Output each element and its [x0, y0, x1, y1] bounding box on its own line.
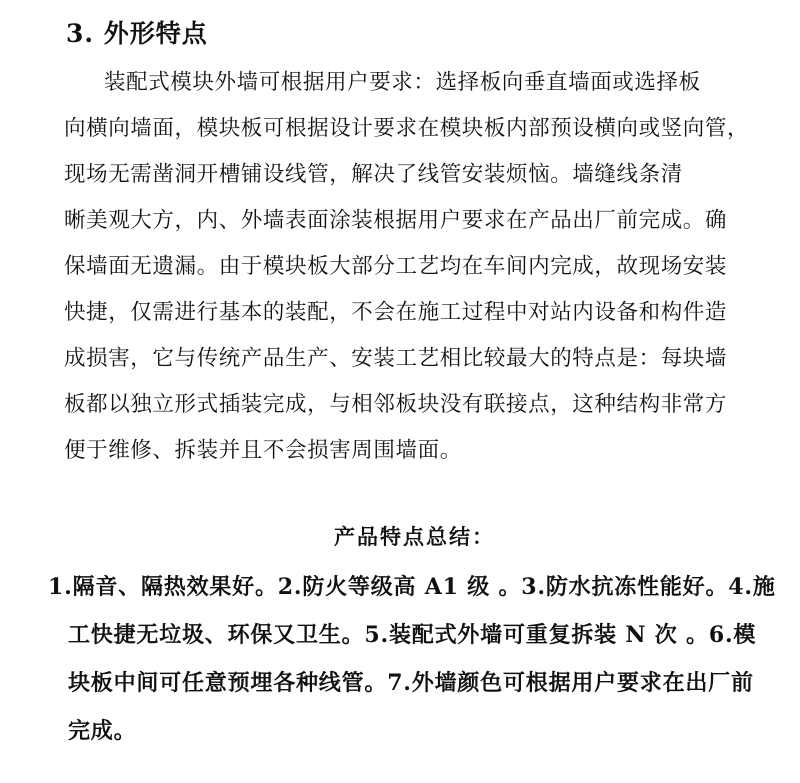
paragraph-line-3: 现场无需凿洞开槽铺设线管，解决了线管安装烦恼。墙缝线条清 — [64, 162, 683, 187]
paragraph-line-9: 便于维修、拆装并且不会损害周围墙面。 — [64, 438, 462, 463]
summary-line-1: 1.隔音、隔热效果好。2.防火等级高 A1 级 。3.防水抗冻性能好。4.施 — [48, 574, 776, 600]
summary-line-3: 块板中间可任意预埋各种线管。7.外墙颜色可根据用户要求在出厂前 — [68, 670, 754, 696]
paragraph-line-1: 装配式模块外墙可根据用户要求：选择板向垂直墙面或选择板 — [104, 70, 701, 95]
paragraph-line-5: 保墙面无遗漏。由于模块板大部分工艺均在车间内完成，故现场安装 — [64, 254, 728, 279]
paragraph-line-6: 快捷，仅需进行基本的装配，不会在施工过程中对站内设备和构件造 — [64, 300, 728, 325]
summary-title: 产品特点总结： — [334, 524, 495, 549]
section-heading: 3. 外形特点 — [66, 19, 208, 48]
paragraph-line-8: 板都以独立形式插装完成，与相邻板块没有联接点，这种结构非常方 — [64, 392, 728, 417]
summary-line-2: 工快捷无垃圾、环保又卫生。5.装配式外墙可重复拆装 N 次 。6.模 — [68, 622, 757, 648]
paragraph-line-2: 向横向墙面，模块板可根据设计要求在模块板内部预设横向或竖向管， — [64, 116, 750, 141]
summary-line-4: 完成。 — [68, 718, 137, 744]
paragraph-line-4: 晰美观大方，内、外墙表面涂装根据用户要求在产品出厂前完成。确 — [64, 208, 728, 233]
paragraph-line-7: 成损害，它与传统产品生产、安装工艺相比较最大的特点是：每块墙 — [64, 346, 728, 371]
